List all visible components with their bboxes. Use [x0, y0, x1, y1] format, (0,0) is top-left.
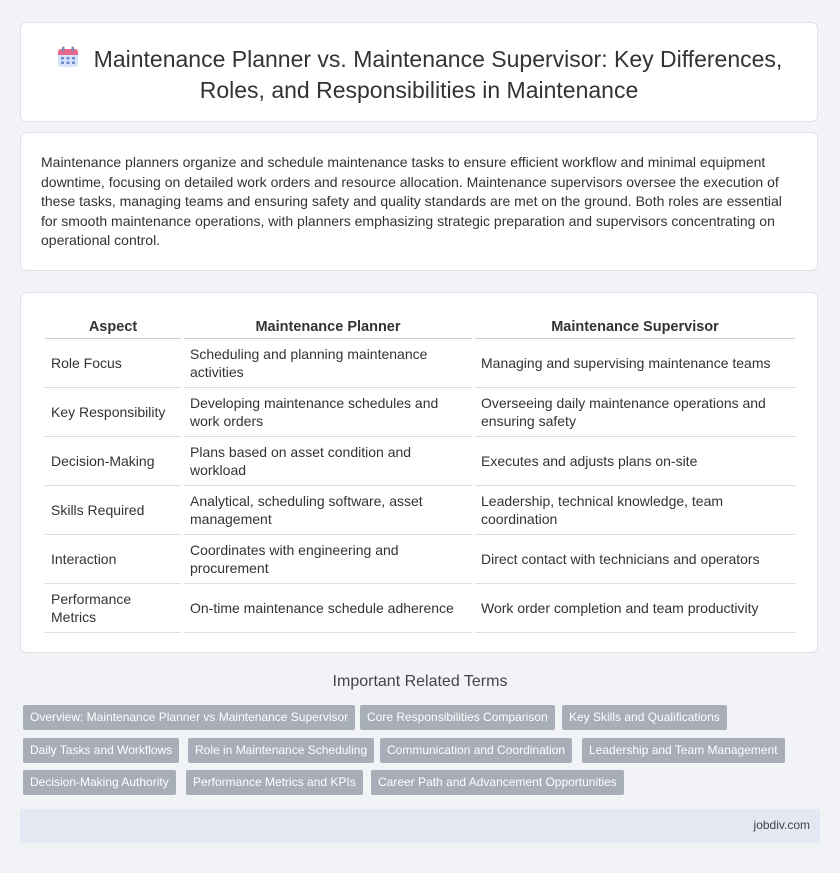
- footer-site-link[interactable]: jobdiv.com: [753, 818, 810, 832]
- page-title-text: Maintenance Planner vs. Maintenance Supervisor: Key Differences, Roles, and Responsibilities in Maintenance: [93, 46, 783, 103]
- table-cell-planner: Scheduling and planning maintenance activities: [184, 339, 472, 388]
- table-cell-planner: Analytical, scheduling software, asset management: [184, 486, 472, 535]
- table-row: [45, 437, 795, 486]
- table-row: [45, 535, 795, 584]
- table-row: [45, 339, 795, 388]
- table-cell-planner: Coordinates with engineering and procurement: [184, 535, 472, 584]
- related-term-tag[interactable]: Leadership and Team Management: [582, 738, 785, 763]
- related-term-tag[interactable]: Career Path and Advancement Opportunities: [371, 770, 624, 795]
- table-cell-aspect: Skills Required: [45, 486, 181, 535]
- table-cell-aspect: Performance Metrics: [45, 584, 181, 633]
- related-term-tag[interactable]: Role in Maintenance Scheduling: [188, 738, 374, 763]
- table-cell-planner: Plans based on asset condition and workload: [184, 437, 472, 486]
- table-cell-planner: Developing maintenance schedules and work orders: [184, 388, 472, 437]
- table-cell-supervisor: Direct contact with technicians and operators: [475, 535, 795, 584]
- intro-paragraph: Maintenance planners organize and schedule maintenance tasks to ensure efficient workflow and minimal equipment downtime, focusing on detailed work orders and resource allocation. Maintenance supervisors oversee the execution of these tasks, managing teams and ensuring safety and quality standards are met on the ground. Both roles are essential for smooth maintenance operations, with planners emphasizing strategic preparation and supervisors concentrating on operational control.: [41, 154, 782, 248]
- related-term-tag[interactable]: Core Responsibilities Comparison: [360, 705, 555, 730]
- intro-card: [20, 132, 818, 271]
- related-term-tag[interactable]: Communication and Coordination: [380, 738, 572, 763]
- table-cell-aspect: Interaction: [45, 535, 181, 584]
- table-cell-aspect: Role Focus: [45, 339, 181, 388]
- table-cell-supervisor: Overseeing daily maintenance operations and ensuring safety: [475, 388, 795, 437]
- title-card: [20, 22, 818, 122]
- related-term-tag[interactable]: Performance Metrics and KPIs: [186, 770, 363, 795]
- related-terms-title: Important Related Terms: [332, 673, 508, 690]
- calendar-icon: [56, 45, 80, 76]
- table-header-row: [45, 315, 795, 339]
- table-cell-supervisor: Managing and supervising maintenance teams: [475, 339, 795, 388]
- footer: [20, 809, 820, 843]
- table-cell-supervisor: Executes and adjusts plans on-site: [475, 437, 795, 486]
- table-cell-aspect: Decision-Making: [45, 437, 181, 486]
- related-term-tag[interactable]: Decision-Making Authority: [23, 770, 176, 795]
- table-row: [45, 584, 795, 633]
- table-row: [45, 486, 795, 535]
- header-aspect: Aspect: [45, 315, 181, 339]
- related-term-tag[interactable]: Overview: Maintenance Planner vs Maintenance Supervisor: [23, 705, 355, 730]
- table-cell-supervisor: Leadership, technical knowledge, team coordination: [475, 486, 795, 535]
- page-title: [21, 23, 817, 105]
- related-term-tag[interactable]: Key Skills and Qualifications: [562, 705, 727, 730]
- comparison-table: [42, 315, 798, 633]
- comparison-card: [20, 292, 818, 653]
- table-cell-supervisor: Work order completion and team productivity: [475, 584, 795, 633]
- related-term-tag[interactable]: Daily Tasks and Workflows: [23, 738, 179, 763]
- table-cell-aspect: Key Responsibility: [45, 388, 181, 437]
- header-planner: Maintenance Planner: [184, 315, 472, 339]
- header-supervisor: Maintenance Supervisor: [475, 315, 795, 339]
- table-cell-planner: On-time maintenance schedule adherence: [184, 584, 472, 633]
- table-row: [45, 388, 795, 437]
